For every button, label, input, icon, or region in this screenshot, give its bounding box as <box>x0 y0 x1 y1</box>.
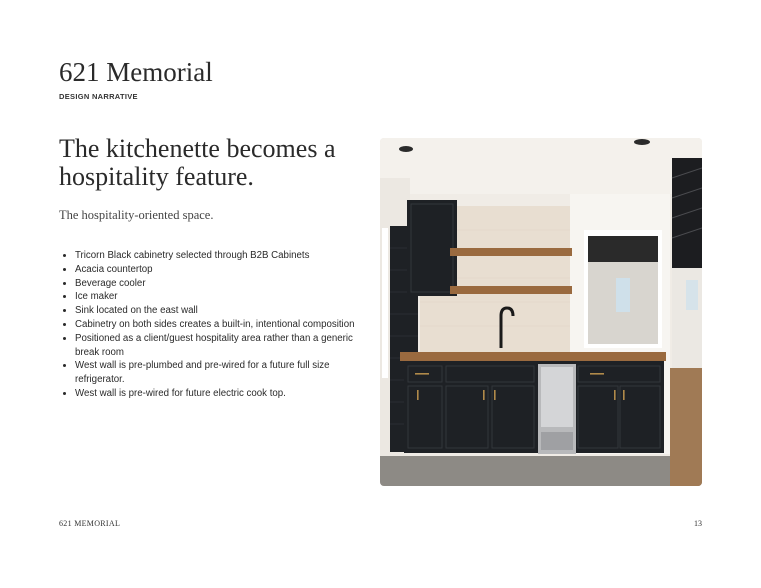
footer-project-name: 621 MEMORIAL <box>59 519 121 528</box>
kitchenette-photo <box>380 138 702 486</box>
feature-item: • Cabinetry on both sides creates a built-in, intentional composition <box>75 318 365 332</box>
headline: The kitchenette becomes a hospitality feature. <box>59 134 336 191</box>
feature-list <box>59 249 365 401</box>
feature-item: • Sink located on the east wall <box>75 304 365 318</box>
feature-item: • Tricorn Black cabinetry selected through B2B Cabinets <box>75 249 365 263</box>
project-title: 621 Memorial <box>59 57 213 87</box>
page-number: 13 <box>694 519 702 528</box>
feature-item: • West wall is pre-wired for future electric cook top. <box>75 387 365 401</box>
feature-item: • Positioned as a client/guest hospitality area rather than a generic break room <box>75 332 365 360</box>
feature-item: • Acacia countertop <box>75 263 365 277</box>
section-label: DESIGN NARRATIVE <box>59 92 138 101</box>
feature-item: • West wall is pre-plumbed and pre-wired for a future full size refrigerator. <box>75 359 365 387</box>
subheading: The hospitality-oriented space. <box>59 208 214 222</box>
feature-item: • Beverage cooler <box>75 277 365 291</box>
feature-item: • Ice maker <box>75 290 365 304</box>
